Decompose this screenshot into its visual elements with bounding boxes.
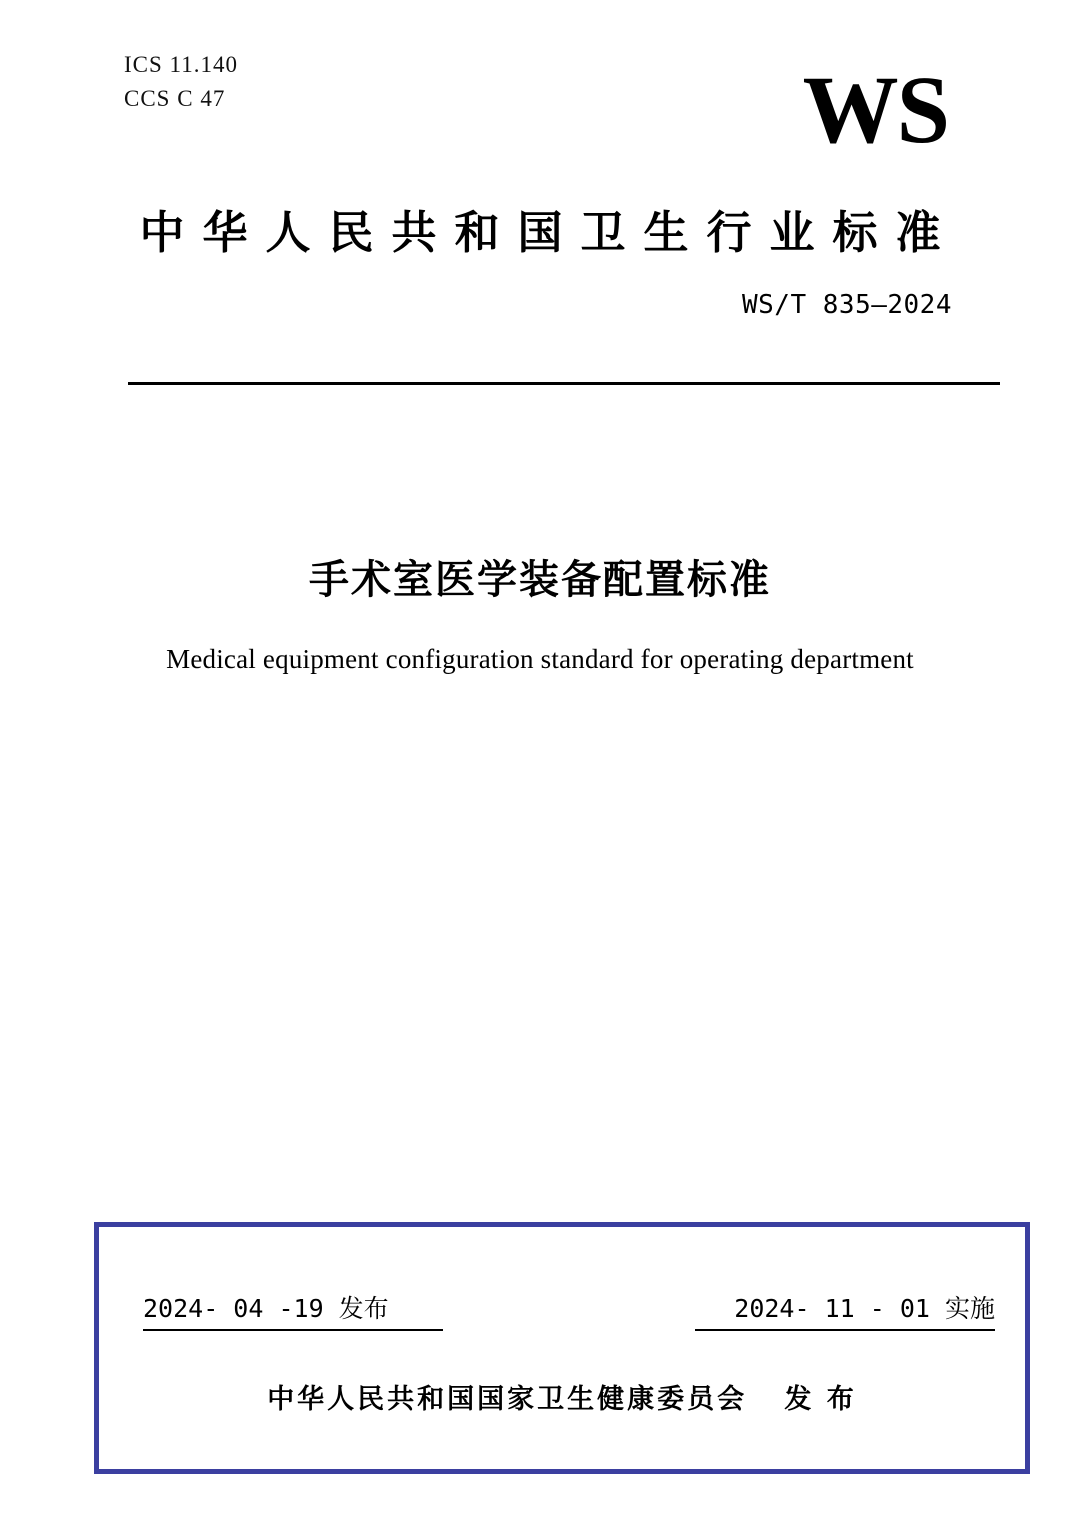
standard-number: WS/T 835—2024 [742, 290, 952, 320]
publication-info-box [94, 1222, 1030, 1474]
document-title-chinese: 手术室医学装备配置标准 [309, 557, 771, 603]
ics-code: ICS 11.140 [124, 52, 238, 77]
publication-dates [143, 1289, 995, 1331]
ws-logo: WS [802, 56, 948, 163]
effective-date: 2024- 11 - 01 实施 [695, 1289, 995, 1331]
issue-date: 2024- 04 -19 发布 [143, 1289, 443, 1331]
document-title-english: Medical equipment configuration standard for operating department [166, 644, 914, 674]
classification-codes [124, 48, 238, 116]
ccs-code: CCS C 47 [124, 86, 226, 111]
header-divider [128, 382, 1000, 385]
standard-series-title: 中华人民共和国卫生行业标准 [139, 206, 959, 259]
issuing-authority: 中华人民共和国国家卫生健康委员会 发 布 [267, 1384, 857, 1415]
